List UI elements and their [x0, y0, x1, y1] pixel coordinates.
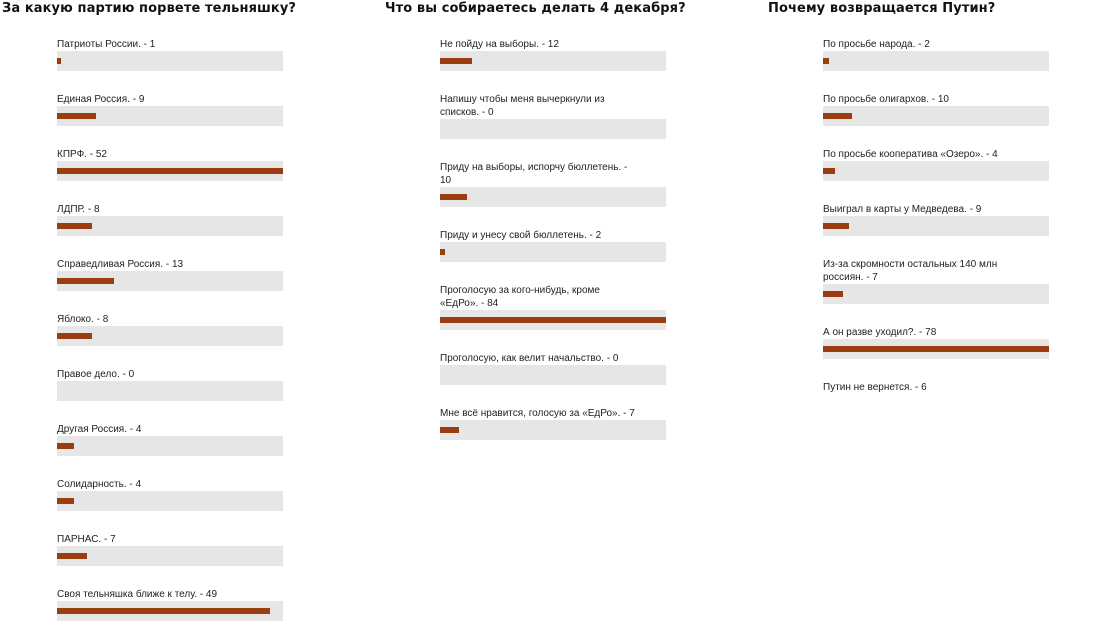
bar — [823, 168, 835, 174]
bar-track — [440, 242, 666, 262]
bar — [823, 58, 829, 64]
bar-track — [823, 106, 1049, 126]
bar-track — [440, 420, 666, 440]
option-label: Мне всё нравится, голосую за «ЕдРо». - 7 — [440, 408, 635, 419]
poll-option — [440, 229, 666, 262]
bar-track — [57, 106, 283, 126]
bar-track — [440, 365, 666, 385]
bar-track — [440, 187, 666, 207]
option-label: По просьбе олигархов. - 10 — [823, 94, 949, 105]
option-label: Другая Россия. - 4 — [57, 424, 142, 435]
bar — [440, 317, 666, 323]
poll-option — [440, 38, 666, 71]
option-label: А он разве уходил?. - 78 — [823, 327, 937, 338]
option-label: Проголосую, как велит начальство. - 0 — [440, 353, 619, 364]
bar-track — [57, 546, 283, 566]
bar-track — [57, 161, 283, 181]
option-label: Солидарность. - 4 — [57, 479, 142, 490]
poll-option — [57, 588, 283, 621]
bar — [440, 194, 467, 200]
poll-option — [823, 381, 1049, 394]
option-label: Единая Россия. - 9 — [57, 94, 145, 105]
bar-track — [823, 284, 1049, 304]
option-label: Путин не вернется. - 6 — [823, 382, 927, 393]
bar-track — [440, 310, 666, 330]
bar — [823, 223, 849, 229]
bar — [57, 168, 283, 174]
bar — [823, 291, 843, 297]
poll-option — [57, 533, 283, 566]
option-label: Приду на выборы, испорчу бюллетень. - 10 — [440, 162, 628, 186]
poll-option — [57, 423, 283, 456]
bar — [57, 278, 114, 284]
option-label: Проголосую за кого-нибудь, кроме «ЕдРо». - 84 — [440, 285, 600, 309]
poll-option — [823, 203, 1049, 236]
bar — [57, 223, 92, 229]
poll-option — [440, 161, 666, 207]
poll-option — [823, 38, 1049, 71]
option-label: Приду и унесу свой бюллетень. - 2 — [440, 230, 602, 241]
bar — [57, 58, 61, 64]
option-label: Не пойду на выборы. - 12 — [440, 39, 559, 50]
bar-track — [57, 491, 283, 511]
poll-option — [440, 284, 666, 330]
bar-track — [57, 601, 283, 621]
option-label: Своя тельняшка ближе к телу. - 49 — [57, 589, 218, 600]
poll-option — [823, 326, 1049, 359]
option-label: КПРФ. - 52 — [57, 149, 107, 160]
bar — [57, 333, 92, 339]
bar — [823, 113, 852, 119]
poll-option — [823, 148, 1049, 181]
bar-track — [823, 216, 1049, 236]
poll-option — [823, 93, 1049, 126]
poll-option — [440, 352, 666, 385]
poll-option — [57, 38, 283, 71]
bar-track — [823, 339, 1049, 359]
option-label: По просьбе кооператива «Озеро». - 4 — [823, 149, 998, 160]
bar — [57, 608, 270, 614]
option-label: Выиграл в карты у Медведева. - 9 — [823, 204, 982, 215]
bar-track — [440, 51, 666, 71]
option-label: Справедливая Россия. - 13 — [57, 259, 184, 270]
poll-option — [57, 148, 283, 181]
bar-track — [823, 161, 1049, 181]
bar-track — [823, 51, 1049, 71]
bar — [57, 443, 74, 449]
bar-track — [57, 271, 283, 291]
option-label: Из-за скромности остальных 140 млн россиян. - 7 — [823, 259, 998, 283]
bar — [57, 553, 87, 559]
option-label: По просьбе народа. - 2 — [823, 39, 930, 50]
poll-title: Что вы собираетесь делать 4 декабря? — [385, 1, 686, 16]
bar-track — [57, 381, 283, 401]
poll-option — [57, 313, 283, 346]
bar — [440, 249, 445, 255]
poll-option — [440, 93, 666, 139]
poll-option — [440, 407, 666, 440]
bar-track — [57, 326, 283, 346]
option-label: ПАРНАС. - 7 — [57, 534, 116, 545]
poll-title: За какую партию порвете тельняшку? — [2, 1, 297, 16]
poll-option — [57, 258, 283, 291]
option-label: Напишу чтобы меня вычеркнули из списков. - 0 — [440, 94, 605, 118]
bar — [823, 346, 1049, 352]
poll-option — [57, 478, 283, 511]
bar — [440, 427, 459, 433]
option-label: ЛДПР. - 8 — [57, 204, 100, 215]
option-label: Правое дело. - 0 — [57, 369, 135, 380]
bar-track — [57, 216, 283, 236]
bar — [57, 498, 74, 504]
bar — [57, 113, 96, 119]
poll-option — [57, 203, 283, 236]
option-label: Яблоко. - 8 — [57, 314, 109, 325]
poll-option — [57, 368, 283, 401]
poll-option — [57, 93, 283, 126]
poll-option — [823, 258, 1049, 304]
bar-track — [440, 119, 666, 139]
option-label: Патриоты России. - 1 — [57, 39, 156, 50]
poll-title: Почему возвращается Путин? — [768, 1, 996, 16]
bar-track — [57, 51, 283, 71]
bar — [440, 58, 472, 64]
bar-track — [57, 436, 283, 456]
